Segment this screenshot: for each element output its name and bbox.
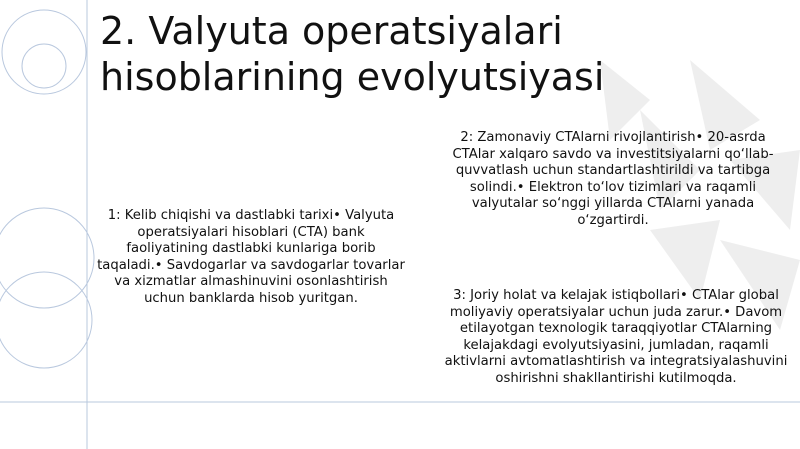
- text-block-modern: 2: Zamonaviy CTAlarni rivojlantirish• 20-asrda CTAlar xalqaro savdo va investitsiyalarni qo‘llab-quvvatlash uchun standartlashtirildi va tartibga solindi.• Elektron to‘lov tizimlari va raqamli valyutalar so‘nggi yillarda CTAlarni yanada o‘zgartirdi.: [452, 130, 774, 228]
- text-block-future: 3: Joriy holat va kelajak istiqbollari• CTAlar global moliyaviy operatsiyalar uchun juda zarur.• Davom etilayotgan texnologik taraqqiyotlar CTAlarning kelajakdagi evolyutsiyasini, jumladan, raqamli aktivlarni avtomatlashtirish va integratsiyalashuvini oshirishni shakllantirishi kutilmoqda.: [444, 288, 788, 386]
- text-block-origins: 1: Kelib chiqishi va dastlabki tarixi• Valyuta operatsiyalari hisoblari (CTA) bank faoliyatining dastlabki kunlariga borib taqaladi.• Savdogarlar va savdogarlar tovarlar va xizmatlar almashinuvini osonlashtirish uchun banklarda hisob yuritgan.: [97, 208, 405, 306]
- slide-title: [100, 8, 760, 100]
- title-line-2: hisoblarining evolyutsiyasi: [100, 55, 605, 99]
- title-line-1: 2. Valyuta operatsiyalari: [100, 9, 563, 53]
- decor-circle-lower-2: [0, 272, 92, 368]
- decor-circle-inner: [22, 44, 66, 88]
- decor-circle-outer: [2, 10, 86, 94]
- decor-circle-lower-1: [0, 208, 94, 308]
